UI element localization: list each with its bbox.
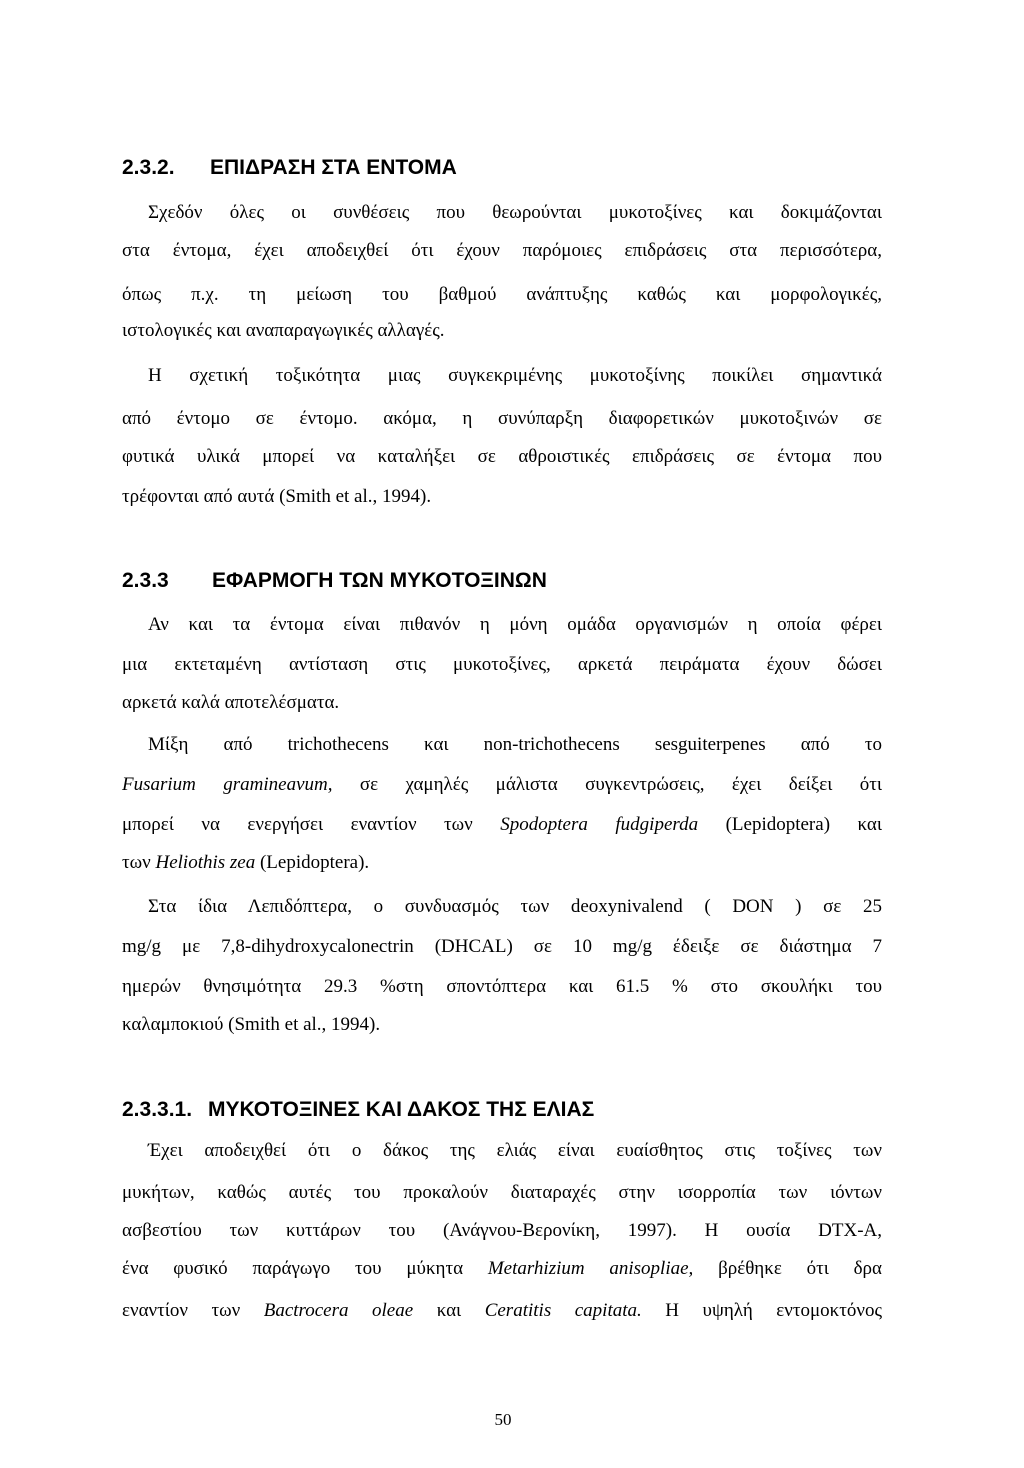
line-text: βρέθηκε ότι δρα <box>693 1258 882 1279</box>
paragraph-line <box>122 850 882 876</box>
paragraph-line: καλαμποκιού (Smith et al., 1994). <box>122 1014 381 1035</box>
line-text: και <box>413 1300 485 1321</box>
species-name: Heliothis zea <box>155 852 256 873</box>
species-name: Spodoptera fudgiperda <box>500 814 699 835</box>
section-number: 2.3.3.1. <box>122 1098 193 1121</box>
paragraph-line <box>122 1298 882 1324</box>
paragraph-line: από έντομο σε έντομο. ακόμα, η συνύπαρξη διαφορετικών μυκοτοξινών σε <box>122 408 882 429</box>
paragraph-line <box>122 1256 882 1282</box>
paragraph-line: Αν και τα έντομα είναι πιθανόν η μόνη ομάδα οργανισμών η οποία φέρει <box>148 614 882 635</box>
section-title: ΕΠΙΔΡΑΣΗ ΣΤΑ ΕΝΤΟΜΑ <box>210 156 457 179</box>
section-title: ΕΦΑΡΜΟΓΗ ΤΩΝ ΜΥΚΟΤΟΞΙΝΩΝ <box>212 569 547 592</box>
species-name: Metarhizium anisopliae, <box>487 1258 694 1279</box>
paragraph-line <box>122 772 882 798</box>
paragraph-line: αρκετά καλά αποτελέσματα. <box>122 692 340 713</box>
section-title: ΜΥΚΟΤΟΞΙΝΕΣ ΚΑΙ ΔΑΚΟΣ ΤΗΣ ΕΛΙΑΣ <box>208 1098 595 1121</box>
species-name: Fusarium gramineavum, <box>122 774 333 795</box>
paragraph-line: τρέφονται από αυτά (Smith et al., 1994). <box>122 486 432 507</box>
line-text: Η υψηλή εντομοκτόνος <box>641 1300 882 1321</box>
line-text: μπορεί να ενεργήσει εναντίον των <box>122 814 501 835</box>
paragraph-line: Σχεδόν όλες οι συνθέσεις που θεωρούνται μυκοτοξίνες και δοκιμάζονται <box>148 202 882 223</box>
paragraph-line: μια εκτεταμένη αντίσταση στις μυκοτοξίνες, αρκετά πειράματα έχουν δώσει <box>122 654 882 675</box>
paragraph-line: ημερών θνησιμότητα 29.3 %στη σποντόπτερα και 61.5 % στο σκουλήκι του <box>122 976 882 997</box>
paragraph-line: Έχει αποδειχθεί ότι ο δάκος της ελιάς είναι ευαίσθητος στις τοξίνες των <box>148 1140 882 1161</box>
page-number: 50 <box>494 1410 512 1429</box>
species-name: Ceratitis capitata. <box>484 1300 642 1321</box>
paragraph-line <box>122 812 882 838</box>
paragraph-line: mg/g με 7,8-dihydroxycalonectrin (DHCAL) σε 10 mg/g έδειξε σε διάστημα 7 <box>122 936 882 957</box>
line-text: (Lepidoptera). <box>255 852 370 873</box>
paragraph-line: Η σχετική τοξικότητα μιας συγκεκριμένης μυκοτοξίνης ποικίλει σημαντικά <box>148 365 882 386</box>
paragraph-line: Μίξη από trichothecens και non-trichothecens sesguiterpenes από το <box>148 734 882 755</box>
section-number: 2.3.3 <box>122 569 169 592</box>
section-heading-2-3-2 <box>122 155 457 181</box>
line-text: εναντίον των <box>122 1300 264 1321</box>
line-text: των <box>122 852 156 873</box>
paragraph-line: ιστολογικές και αναπαραγωγικές αλλαγές. <box>122 320 445 341</box>
paragraph-line: όπως π.χ. τη μείωση του βαθμού ανάπτυξης καθώς και μορφολογικές, <box>122 284 882 305</box>
section-heading-2-3-3 <box>122 568 547 594</box>
species-name: Bactrocera oleae <box>263 1300 414 1321</box>
paragraph-line: στα έντομα, έχει αποδειχθεί ότι έχουν παρόμοιες επιδράσεις στα περισσότερα, <box>122 240 882 261</box>
section-number: 2.3.2. <box>122 156 175 179</box>
paragraph-line: φυτικά υλικά μπορεί να καταλήξει σε αθροιστικές επιδράσεις σε έντομα που <box>122 446 882 467</box>
paragraph-line: μυκήτων, καθώς αυτές του προκαλούν διαταραχές στην ισορροπία των ιόντων <box>122 1182 882 1203</box>
line-text: (Lepidoptera) και <box>698 814 882 835</box>
paragraph-line: Στα ίδια Λεπιδόπτερα, ο συνδυασμός των deoxynivalend ( DON ) σε 25 <box>148 896 882 917</box>
paragraph-line: ασβεστίου των κυττάρων του (Ανάγνου-Βερονίκη, 1997). Η ουσία DTX-A, <box>122 1220 882 1241</box>
section-heading-2-3-3-1 <box>122 1097 594 1123</box>
line-text: ένα φυσικό παράγωγο του μύκητα <box>122 1258 488 1279</box>
line-text: σε χαμηλές μάλιστα συγκεντρώσεις, έχει δείξει ότι <box>332 774 882 795</box>
